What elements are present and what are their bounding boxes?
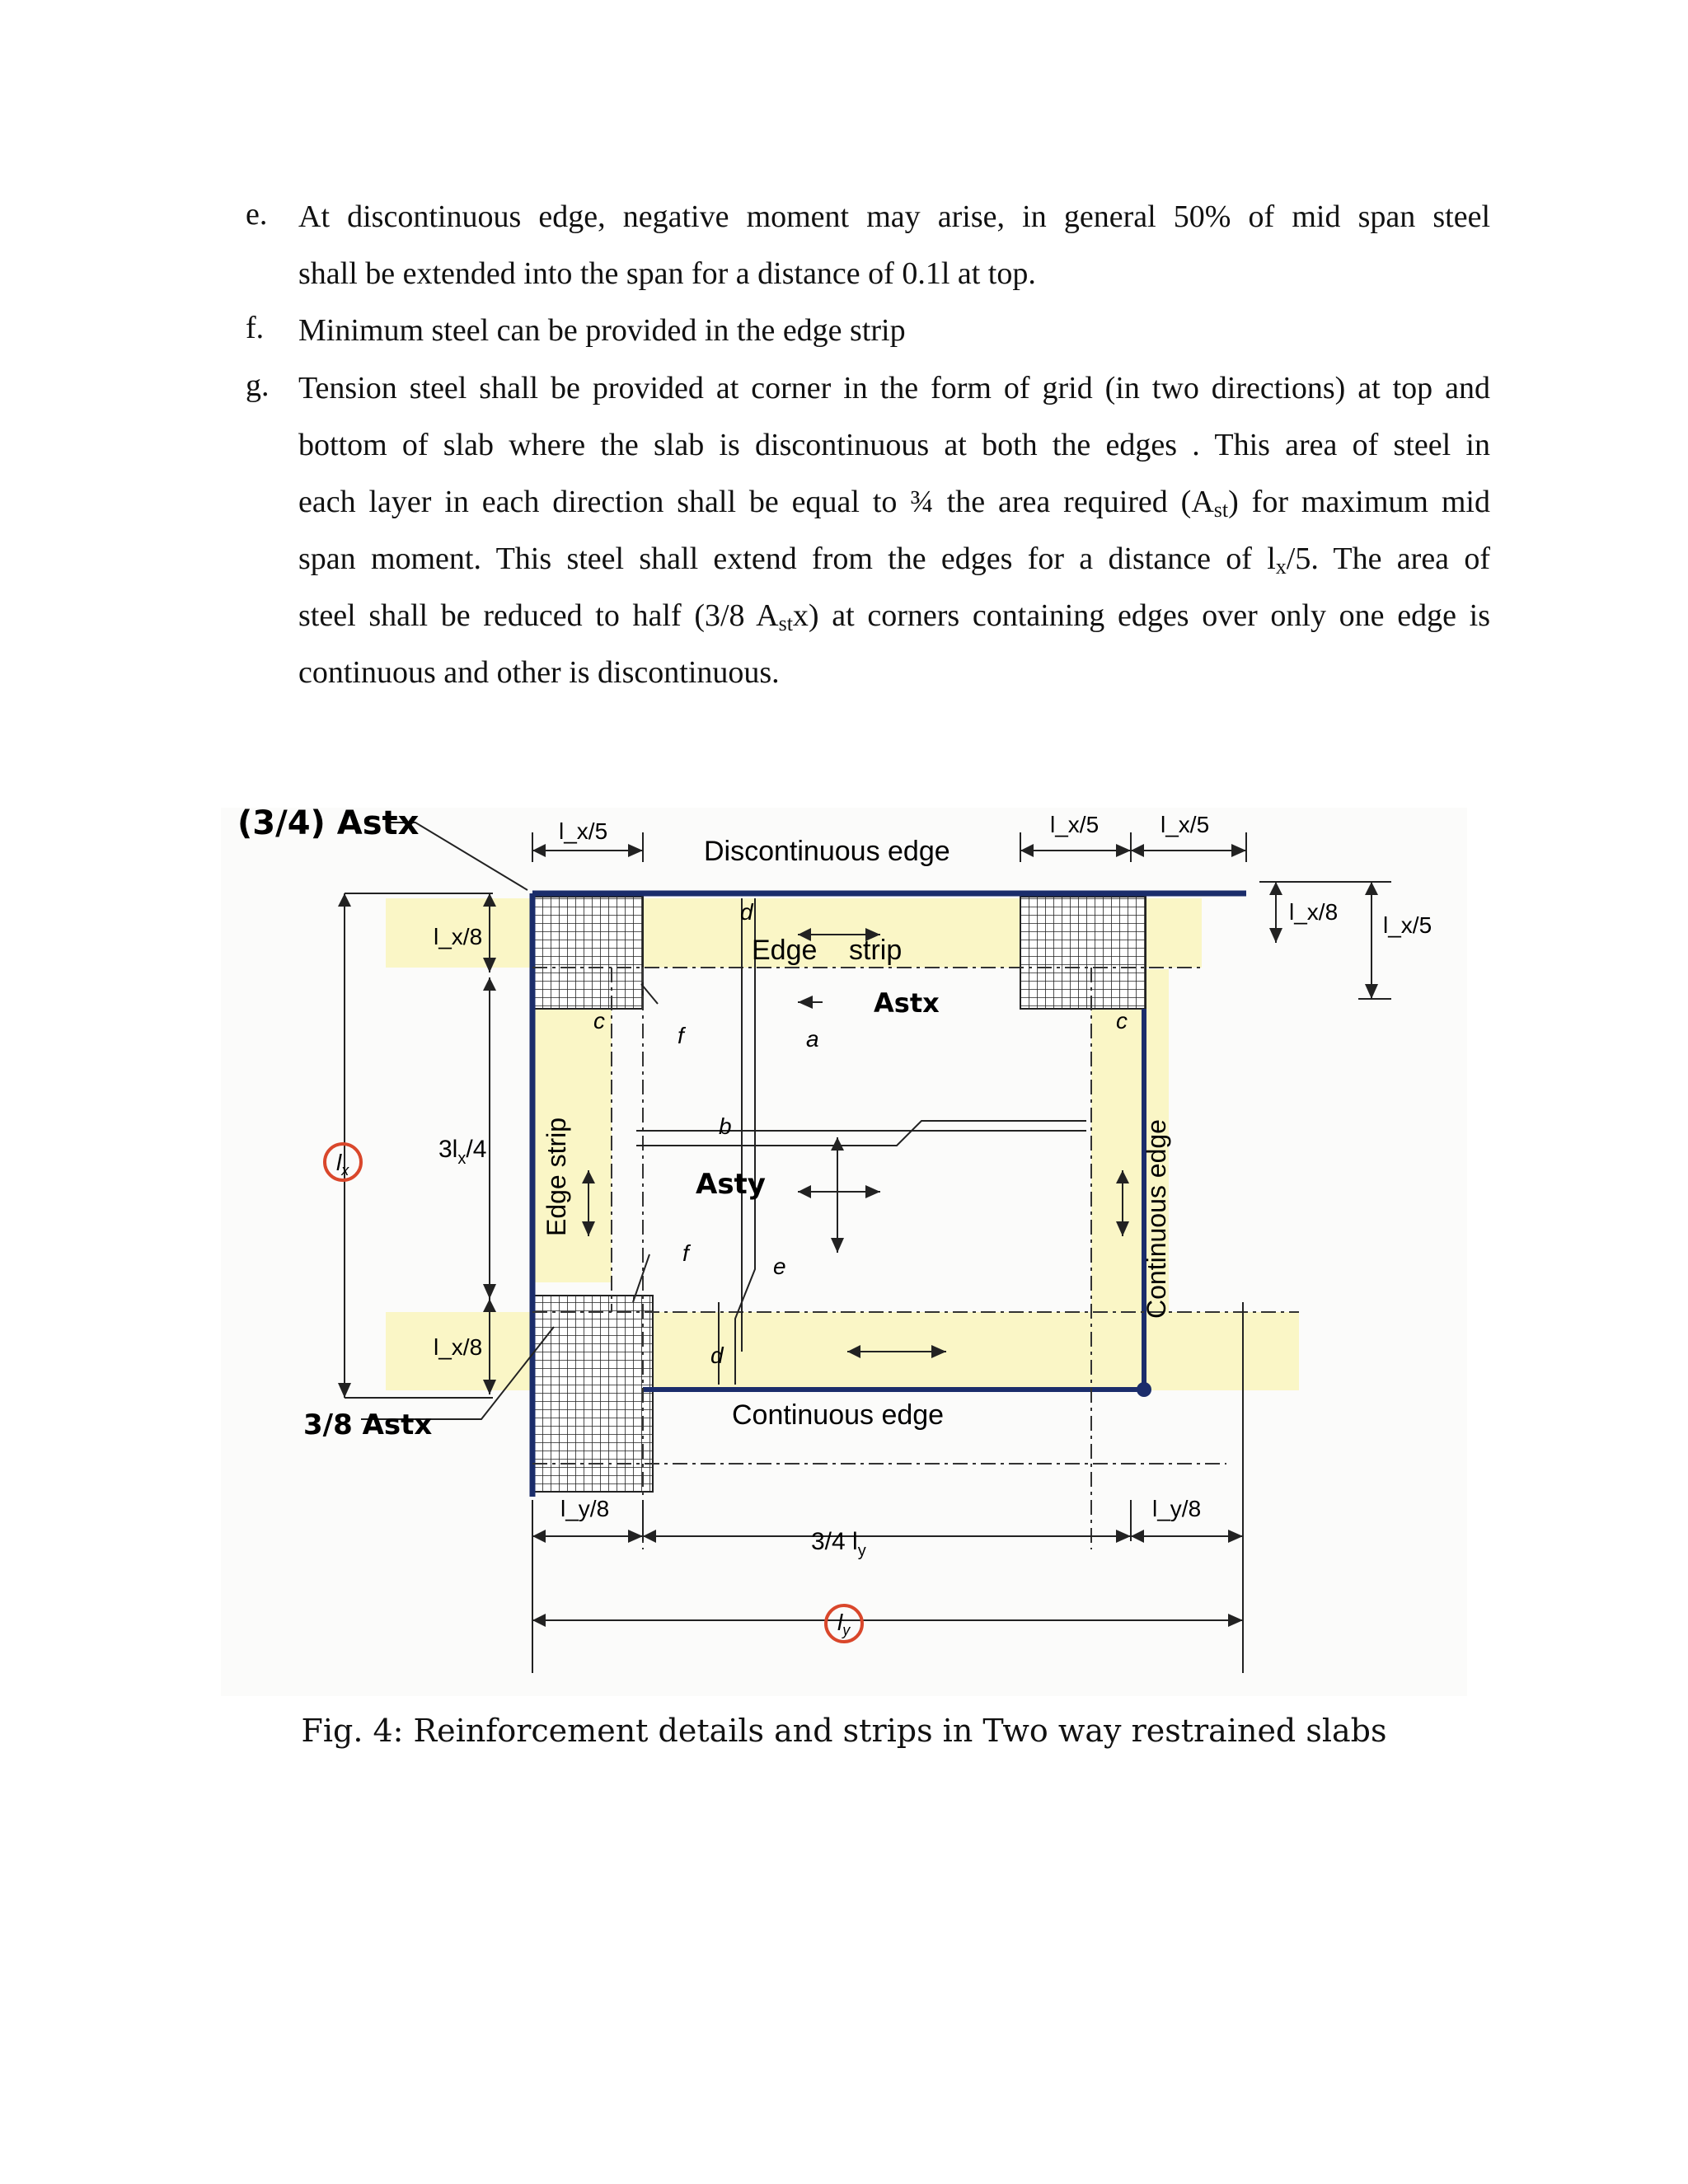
text-line: bottom of slab where the slab is discontinuous at both the edges . This area of steel in: [298, 428, 1490, 462]
letter-c-right: c: [1116, 1008, 1128, 1033]
text-line: continuous and other is discontinuous.: [298, 655, 780, 690]
ly-sub: y: [842, 1622, 851, 1638]
letter-f-top: f: [678, 1023, 684, 1048]
subscript: x: [1275, 555, 1287, 579]
dim-lx8-top: l_x/8: [434, 924, 483, 949]
letter-b: b: [719, 1113, 732, 1139]
list-marker: g.: [246, 368, 270, 403]
text-span: /5. The area of: [1286, 541, 1490, 576]
label-edge-strip-top-2: strip: [849, 935, 903, 966]
text-line: [298, 595, 1490, 653]
slab-diagram: [221, 808, 1467, 1696]
text-line: [298, 481, 1490, 539]
corner-dot: [1137, 1382, 1151, 1397]
dim-34ly-sub: y: [857, 1542, 866, 1560]
subscript: st: [778, 612, 793, 635]
subscript: st: [1213, 498, 1229, 522]
label-three-eighth-astx: 3/8 Astx: [303, 1408, 433, 1441]
dim-lx8-right: l_x/8: [1289, 899, 1339, 925]
figure-caption: Fig. 4: Reinforcement details and strips in Two way restrained slabs: [301, 1713, 1387, 1749]
label-continuous-edge-right: Continuous edge: [1142, 1119, 1171, 1319]
dim-lx5-top-left: l_x/5: [559, 818, 608, 844]
middle-strip-sub: x: [457, 1150, 467, 1168]
text-line: Minimum steel can be provided in the edge strip: [298, 313, 906, 348]
text-line: Tension steel shall be provided at corner in the form of grid (in two directions) at top and: [298, 371, 1490, 405]
text-span: ) for maximum mid: [1228, 485, 1490, 519]
text-span: x) at corners containing edges over only one edge is: [792, 598, 1491, 633]
lx-sub: x: [341, 1162, 349, 1179]
list-marker: f.: [246, 311, 265, 345]
dim-34ly-main: 3/4 l: [811, 1528, 858, 1555]
label-astx: Astx: [874, 987, 940, 1019]
label-asty: Asty: [696, 1168, 766, 1201]
ly-main: l: [837, 1610, 843, 1635]
corner-grid-top-right: [1020, 897, 1146, 1009]
text-span: steel shall be reduced to half (3/8 A: [298, 598, 779, 633]
text-line: shall be extended into the span for a distance of 0.1l at top.: [298, 256, 1036, 291]
text-span: each layer in each direction shall be equal to ¾ the area required (A: [298, 485, 1214, 519]
text-span: span moment. This steel shall extend from the edges for a distance of l: [298, 541, 1276, 576]
label-three-quarter-astx: (3/4) Astx: [237, 808, 420, 842]
middle-strip-main: 3l: [438, 1136, 458, 1163]
letter-f-bottom: f: [682, 1240, 689, 1266]
middle-strip-rest: /4: [466, 1136, 487, 1163]
label-edge-strip-top-1: Edge: [752, 935, 818, 966]
text-line: At discontinuous edge, negative moment may arise, in general 50% of mid span steel: [298, 199, 1490, 234]
label-discontinuous-edge: Discontinuous edge: [704, 836, 950, 867]
letter-a: a: [806, 1026, 819, 1052]
dim-ly8-right: l_y/8: [1152, 1496, 1202, 1521]
dim-lx5-top-right-b: l_x/5: [1160, 812, 1210, 837]
letter-d-bottom: d: [710, 1343, 724, 1368]
dim-lx8-bottom: l_x/8: [434, 1334, 483, 1360]
letter-c-left: c: [593, 1008, 605, 1033]
letter-e: e: [773, 1254, 786, 1279]
corner-grid-top-left: [532, 897, 643, 1009]
dim-ly8-left: l_y/8: [560, 1496, 610, 1521]
dim-lx5-top-right-a: l_x/5: [1050, 812, 1100, 837]
label-edge-strip-left: Edge strip: [542, 1117, 571, 1236]
list-marker: e.: [246, 197, 268, 232]
text-line: [298, 538, 1490, 596]
letter-d-top: d: [740, 899, 753, 925]
reinforcement-figure: [221, 808, 1467, 1696]
dim-lx5-right: l_x/5: [1383, 912, 1432, 938]
lx-main: l: [336, 1150, 342, 1175]
label-continuous-edge: Continuous edge: [732, 1399, 945, 1431]
corner-grid-bottom-left: [532, 1296, 653, 1492]
